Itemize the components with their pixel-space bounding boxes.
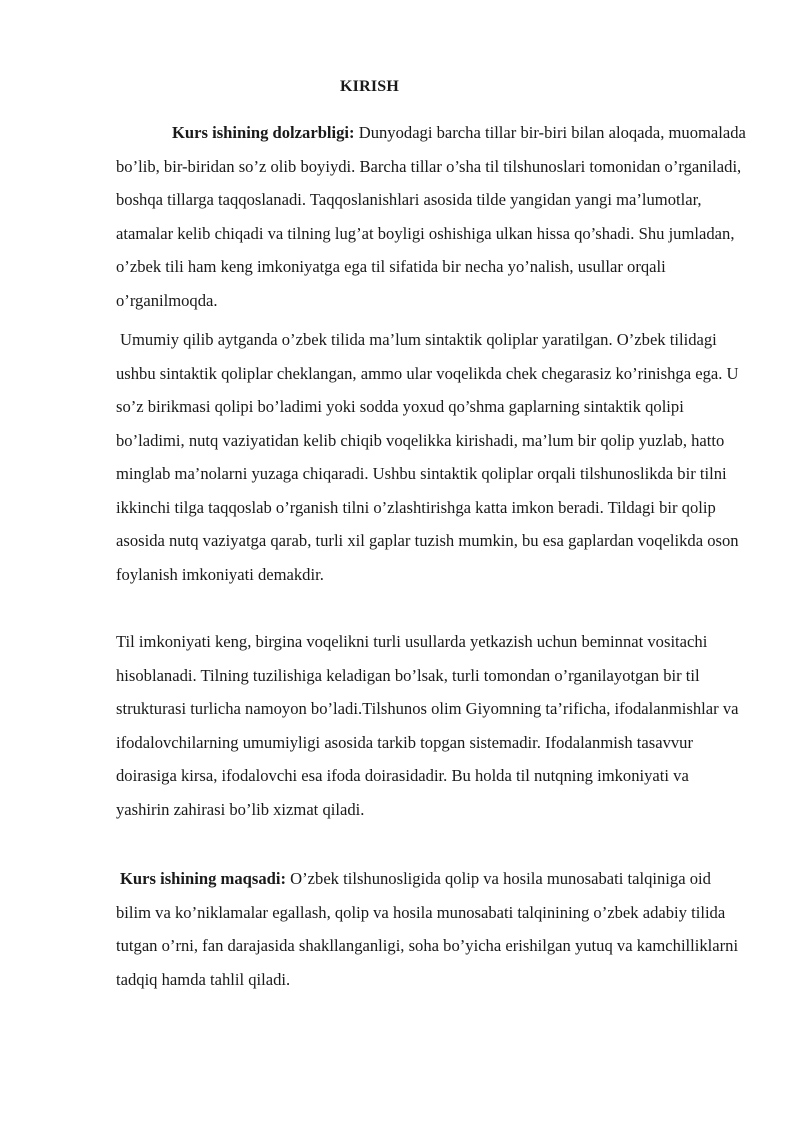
- paragraph-purpose: [116, 862, 746, 996]
- paragraph-syntactic-patterns: [116, 323, 746, 591]
- language-capacity-text: Til imkoniyati keng, birgina voqelikni turli usullarda yetkazish uchun beminnat vositachi hisoblanadi. Tilning tuzilishiga keladigan bo’lsak, turli tomondan o’rganilayotgan bir til strukturasi turlicha namoyon bo’ladi.Tilshunos olim Giyomning ta’rificha, ifodalanmishlar va ifodalovchilarning umumiyligi asosida tarkib topgan sistemadir. Ifodalanmish tasavvur doirasiga kirsa, ifodalovchi esa ifoda doirasidadir. Bu holda til nutqning imkoniyati va yashirin zahirasi bo’lib xizmat qiladi.: [116, 632, 739, 819]
- paragraph-language-capacity: [116, 625, 746, 826]
- syntactic-patterns-text: Umumiy qilib aytganda o’zbek tilida ma’lum sintaktik qoliplar yaratilgan. O’zbek tilidagi ushbu sintaktik qoliplar cheklangan, ammo ular voqelikda chek chegarasiz ko’rinishga ega. U so’z birikmasi qolipi bo’ladimi yoki sodda yoxud qo’shma gaplarning sintaktik qolipi bo’ladimi, nutq vaziyatidan kelib chiqib voqelikka kirishadi, ma’lum bir qolip yuzlab, hatto minglab ma’nolarni yuzaga chiqaradi. Ushbu sintaktik qoliplar orqali tilshunoslikda bir tilni ikkinchi tilga taqqoslab o’rganish tilni o’zlashtirishga katta imkon beradi. Tildagi bir qolip asosida nutq vaziyatga qarab, turli xil gaplar tuzish mumkin, bu esa gaplardan voqelikda oson foylanish imkoniyati demakdir.: [116, 330, 739, 584]
- paragraph-relevance: [116, 116, 746, 317]
- purpose-text: O’zbek tilshunosligida qolip va hosila munosabati talqiniga oid bilim va ko’niklamalar egallash, qolip va hosila munosabati talqinining o’zbek adabiy tilida tutgan o’rni, fan darajasida shakllanganligi, soha bo’yicha erishilgan yutuq va kamchilliklarni tadqiq hamda tahlil qiladi.: [116, 869, 739, 989]
- page-title: KIRISH: [340, 78, 399, 95]
- purpose-label: Kurs ishining maqsadi:: [120, 869, 286, 888]
- relevance-label: Kurs ishining dolzarbligi:: [172, 123, 355, 142]
- relevance-text: Dunyodagi barcha tillar bir-biri bilan aloqada, muomalada bo’lib, bir-biridan so’z olib boyiydi. Barcha tillar o’sha til tilshunoslari tomonidan o’rganiladi, boshqa tillarga taqqoslanadi. Taqqoslanishlari asosida tilde yangidan yangi ma’lumotlar, atamalar kelib chiqadi va tilning lug’at boyligi oshishiga ulkan hissa qo’shadi. Shu jumladan, o’zbek tili ham keng imkoniyatga ega til sifatida bir necha yo’nalish, usullar orqali o’rganilmoqda.: [116, 123, 746, 310]
